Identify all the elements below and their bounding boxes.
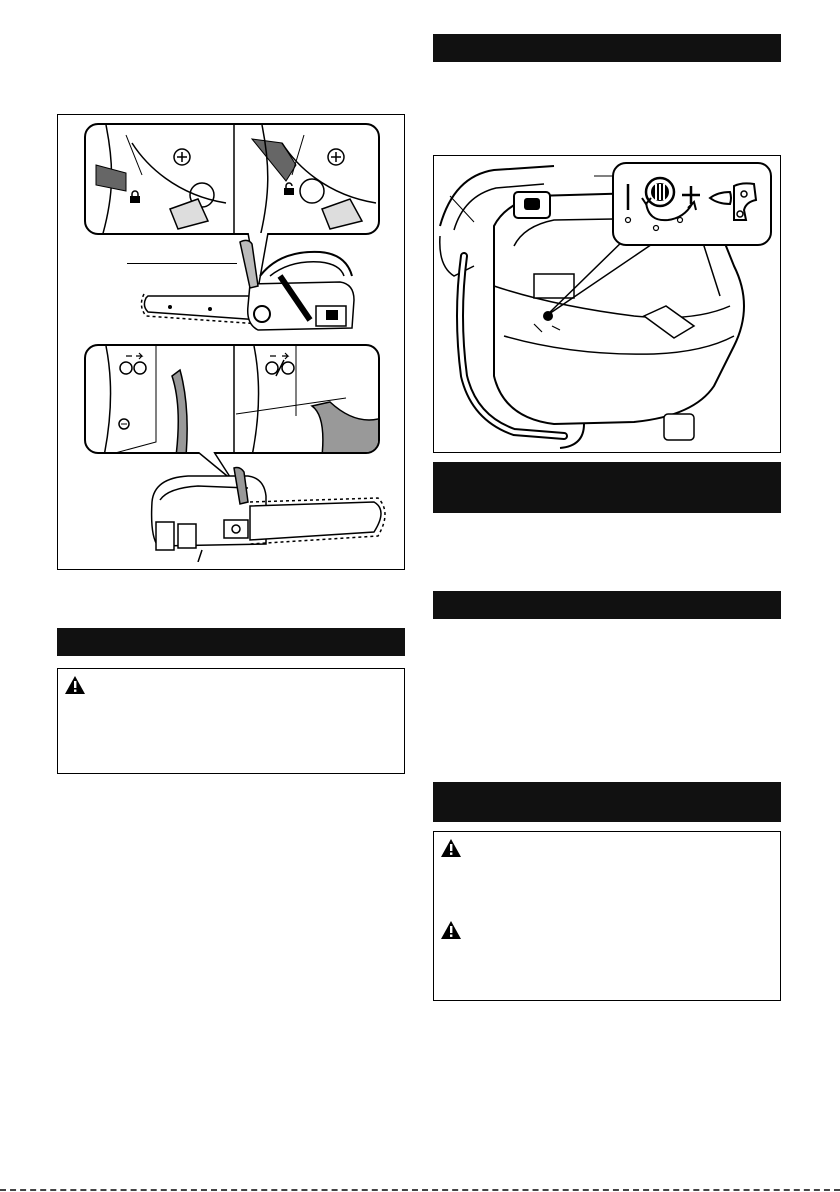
- warning-box: [57, 668, 405, 774]
- brake-detail-callout: [84, 344, 380, 454]
- chain-tooth-icon: [730, 180, 760, 224]
- section-header-bar: [433, 782, 781, 822]
- warning-triangle-icon: [64, 675, 86, 695]
- page-bottom-edge: [0, 1189, 840, 1191]
- chainsaw-side-view: [140, 236, 380, 336]
- padlock-locked-icon: [129, 190, 141, 204]
- chainsaw-rear-view: [138, 466, 388, 562]
- plus-icon: [680, 184, 702, 206]
- section-header-bar: [433, 462, 781, 513]
- warning-triangle-icon: [440, 838, 462, 858]
- lock-detail-callout: [84, 123, 380, 235]
- section-header-bar: [433, 34, 781, 62]
- oil-drop-icon: [708, 190, 732, 206]
- section-header-bar: [433, 591, 781, 619]
- warning-triangle-icon: [440, 920, 462, 940]
- section-header-bar: [57, 628, 405, 656]
- warning-box: [433, 831, 781, 1001]
- padlock-unlocked-icon: [283, 182, 295, 196]
